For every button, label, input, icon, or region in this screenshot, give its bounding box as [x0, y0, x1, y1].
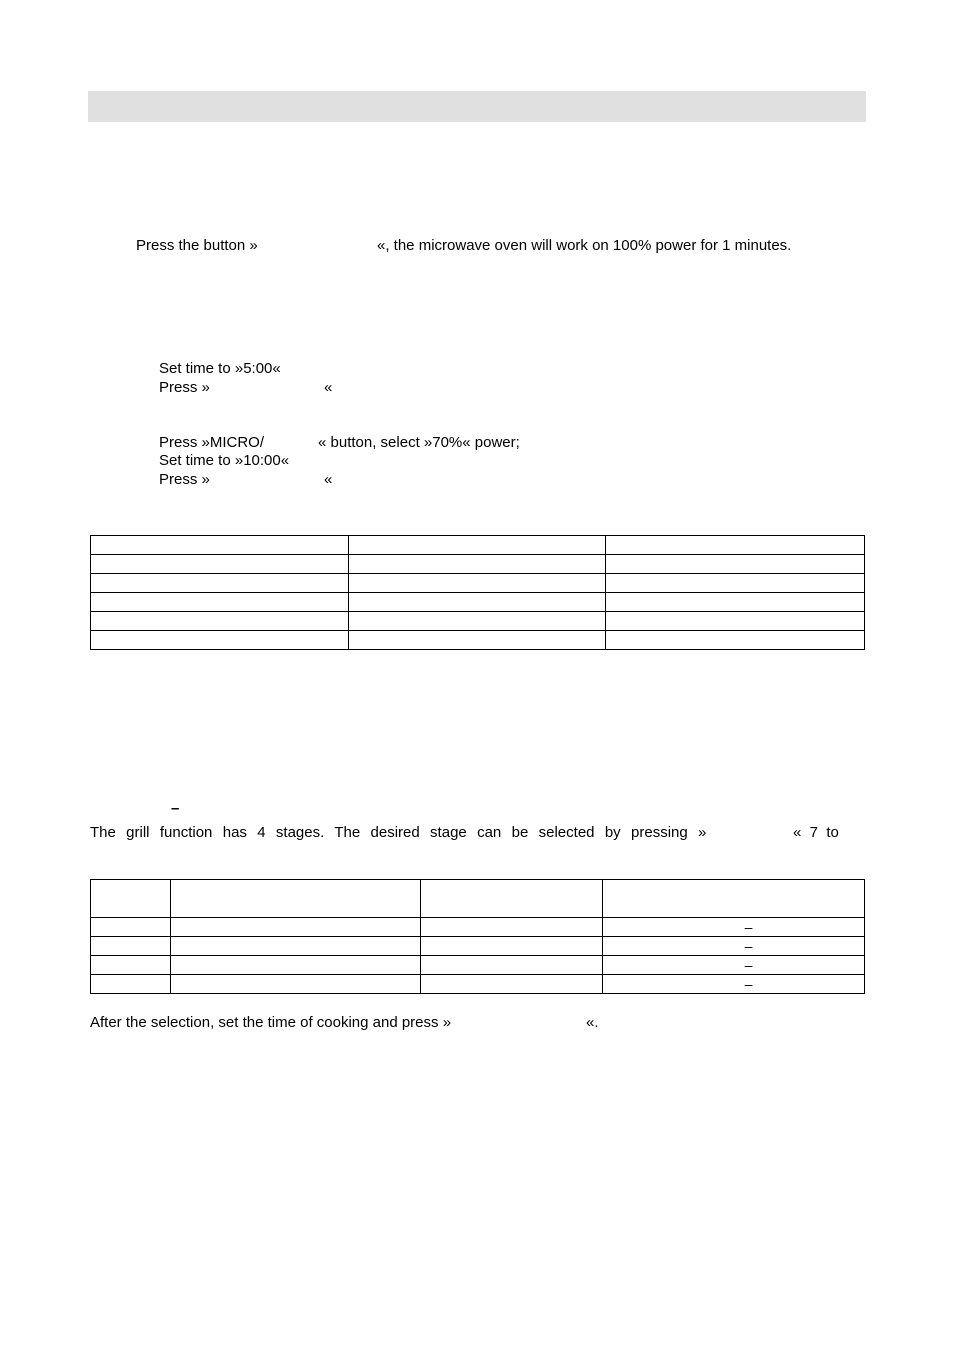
table-row [91, 631, 865, 650]
step-select-power: « button, select »70%« power; [318, 434, 520, 451]
step-press-start: Press » [159, 379, 210, 396]
grill-paragraph-end: « 7 to [793, 824, 839, 841]
step-press2-end: « [324, 471, 333, 488]
dash-mark: – [744, 919, 753, 935]
table-row [91, 956, 865, 975]
table-row [91, 975, 865, 994]
intro-text-start: Press the button » [136, 237, 258, 254]
dash-mark: – [744, 938, 753, 954]
after-selection-text-start: After the selection, set the time of cooking and press » [90, 1014, 452, 1031]
intro-text-end: «, the microwave oven will work on 100% power for 1 minutes. [377, 237, 792, 254]
table-row [91, 593, 865, 612]
dash-mark: – [744, 976, 753, 992]
step-press2-start: Press » [159, 471, 210, 488]
step-press-micro: Press »MICRO/ [159, 434, 265, 451]
table-row [91, 937, 865, 956]
step-set-time-10: Set time to »10:00« [159, 452, 290, 469]
step-press-end: « [324, 379, 333, 396]
dash-mark: – [744, 957, 753, 973]
section-header-bar [88, 91, 866, 122]
table-row [91, 555, 865, 574]
table-row [91, 574, 865, 593]
table-header-row [91, 880, 865, 918]
grill-stages-table [90, 879, 865, 994]
step-set-time-5: Set time to »5:00« [159, 360, 281, 377]
grill-paragraph-start: The grill function has 4 stages. The desired stage can be selected by pressing » [90, 824, 707, 841]
table-row [91, 612, 865, 631]
grill-heading-dash: – [171, 800, 180, 817]
table-row [91, 918, 865, 937]
after-selection-text-end: «. [586, 1014, 599, 1031]
table-row [91, 536, 865, 555]
power-levels-table [90, 535, 865, 650]
